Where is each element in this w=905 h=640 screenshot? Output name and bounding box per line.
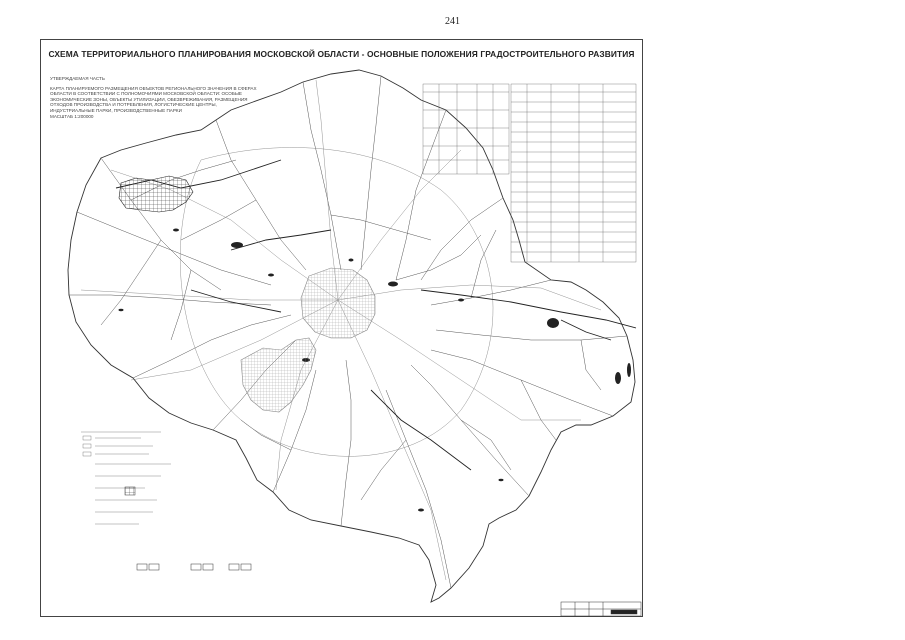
legend-graphic — [81, 432, 171, 524]
moscow-city — [301, 268, 375, 338]
map-description: КАРТА ПЛАНИРУЕМОГО РАЗМЕЩЕНИЯ ОБЪЕКТОВ РЕГИОНАЛЬНОГО ЗНАЧЕНИЯ В СФЕРАХ ОБЛАСТИ В СООТВЕТСТВИИ С ПОЛНОМОЧИЯМИ МОСКОВСКОЙ ОБЛАСТИ: ОСОБЫЕ ЭКОНОМИЧЕСКИЕ ЗОНЫ, ОБЪЕКТЫ УТИЛИЗАЦИИ, ОБЕЗВРЕЖИВАНИЯ, РАЗМЕЩЕНИЯ ОТХОДОВ ПРОИЗВОДСТВА И ПОТРЕБЛЕНИЯ, ЛОГИСТИЧЕСКИЕ ЦЕНТРЫ, ИНДУСТРИАЛЬНЫЕ ПАРКИ, ПРОИЗВОДСТВЕННЫЕ ПАРКИ — [50, 85, 257, 113]
part-label: УТВЕРЖДАЕМАЯ ЧАСТЬ — [50, 76, 105, 81]
map-description-block — [50, 76, 260, 119]
map-scale: МАСШТАБ 1:200000 — [50, 113, 94, 119]
page-number: 241 — [445, 16, 460, 27]
title-stamp — [561, 602, 641, 616]
map-sheet — [40, 39, 643, 617]
table-graphic-2 — [511, 84, 636, 262]
inset-boxes — [137, 564, 251, 570]
map-title: СХЕМА ТЕРРИТОРИАЛЬНОГО ПЛАНИРОВАНИЯ МОСКОВСКОЙ ОБЛАСТИ - ОСНОВНЫЕ ПОЛОЖЕНИЯ ГРАДОСТРОИТЕЛЬНОГО РАЗВИТИЯ — [48, 49, 635, 59]
map-graphic — [41, 40, 644, 618]
